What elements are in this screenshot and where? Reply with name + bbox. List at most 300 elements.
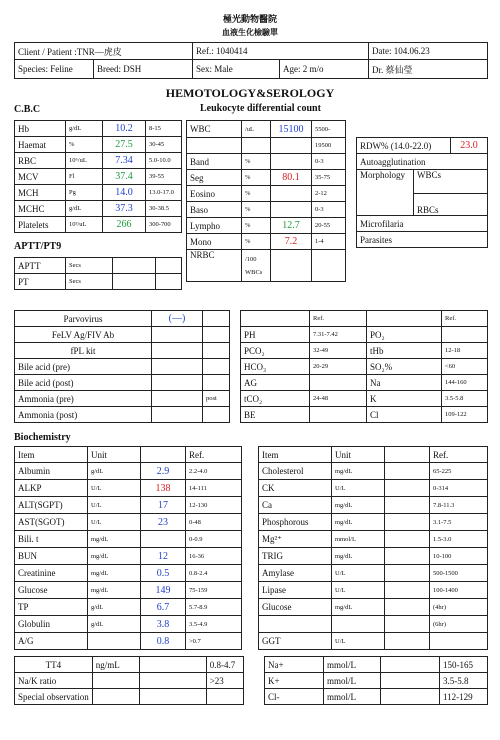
section-title: HEMOTOLOGY&SEROLOGY — [165, 86, 335, 100]
blood-gas-table — [240, 310, 488, 423]
ref-cell: Ref.: 1040414 — [193, 43, 369, 60]
table-row — [265, 673, 488, 689]
date-cell: Date: 104.06.23 — [369, 43, 488, 60]
bio-value — [385, 497, 430, 514]
bio-unit: mg/dL — [332, 497, 385, 514]
bio-value — [385, 565, 430, 582]
bio-ref: 65-225 — [430, 463, 488, 480]
gas-ref: 3.5-5.8 — [442, 391, 488, 407]
bio-unit: g/dL — [88, 616, 141, 633]
gas-ref: 12-18 — [442, 343, 488, 359]
table-row — [241, 343, 488, 359]
sero-item: Bile acid (pre) — [15, 359, 152, 375]
table-row — [187, 202, 346, 218]
bio-value — [385, 599, 430, 616]
blank — [381, 689, 440, 705]
gas-ref-head: Ref. — [310, 311, 367, 327]
tt4-ref — [206, 689, 243, 705]
bio-value: 138 — [141, 480, 186, 497]
rdw-label: RDW% (14.0-22.0) — [357, 138, 451, 154]
table-row — [187, 170, 346, 186]
bio-value: 3.8 — [141, 616, 186, 633]
table-row — [259, 548, 488, 565]
aptt-unit: Secs — [66, 274, 113, 290]
client-cell: Client / Patient :TNR—虎皮 — [15, 43, 193, 60]
cbc-value: 37.3 — [103, 201, 146, 217]
cbc-item: Platelets — [15, 217, 66, 233]
bio-item: TP — [15, 599, 88, 616]
blank — [156, 258, 182, 274]
table-row — [241, 407, 488, 423]
tt4-item: Na/K ratio — [15, 673, 93, 689]
gas-item: PH — [241, 327, 310, 343]
bio-header: Unit — [88, 447, 141, 463]
table-row — [265, 689, 488, 705]
blank — [139, 673, 206, 689]
morphology-label: Morphology — [357, 170, 414, 216]
gas-ref: 7.31-7.42 — [310, 327, 367, 343]
wbc-ref: 0-3 — [312, 202, 346, 218]
bio-ref: 2.2-4.0 — [186, 463, 242, 480]
bio-item: GGT — [259, 633, 332, 650]
electrolyte-table — [264, 656, 488, 705]
table-row — [15, 407, 230, 423]
table-row — [259, 616, 488, 633]
bio-value — [141, 531, 186, 548]
nrbc-label: NRBC — [187, 250, 242, 282]
sero-result — [152, 391, 203, 407]
table-row — [15, 599, 242, 616]
table-row — [241, 375, 488, 391]
bio-unit: U/L — [88, 514, 141, 531]
sex-cell: Sex: Male — [193, 60, 280, 79]
table-row — [15, 343, 230, 359]
bio-unit: U/L — [332, 565, 385, 582]
tt4-ref: >23 — [206, 673, 243, 689]
bio-ref: (4hr) — [430, 599, 488, 616]
parasites-label: Parasites — [357, 232, 488, 248]
wbc-value — [271, 186, 312, 202]
elec-item: Cl- — [265, 689, 324, 705]
cbc-item: Hb — [15, 121, 66, 137]
autoagglutination-label: Autoagglutination — [357, 154, 488, 170]
bio-ref: 500-1500 — [430, 565, 488, 582]
table-row — [15, 137, 182, 153]
sero-note: post — [203, 391, 230, 407]
tt4-item: TT4 — [15, 657, 93, 673]
cbc-ref: 30-45 — [146, 137, 182, 153]
gas-item: SO₂% — [367, 359, 442, 375]
age-cell: Age: 2 m/o — [280, 60, 369, 79]
hospital-name: 極光動物醫院 — [222, 15, 277, 25]
table-row — [15, 582, 242, 599]
wbc-item: Eosino — [187, 186, 242, 202]
table-row — [259, 447, 488, 463]
table-row — [259, 514, 488, 531]
table-row — [15, 311, 230, 327]
bio-item: BUN — [15, 548, 88, 565]
bio-item: Glucose — [259, 599, 332, 616]
wbc-unit: % — [242, 234, 271, 250]
aptt-unit: Secs — [66, 258, 113, 274]
gas-ref-head: Ref. — [442, 311, 488, 327]
bio-unit: mg/dL — [332, 599, 385, 616]
wbc-ref: 0-3 — [312, 154, 346, 170]
serology-table — [14, 310, 230, 423]
bio-ref: 5.7-8.9 — [186, 599, 242, 616]
blank — [113, 274, 156, 290]
elec-item: K+ — [265, 673, 324, 689]
gas-ref — [442, 327, 488, 343]
bio-unit — [88, 633, 141, 650]
wbc-ref: 2-12 — [312, 186, 346, 202]
blank — [156, 274, 182, 290]
wbc-unit: /uL — [242, 121, 271, 138]
table-row — [15, 616, 242, 633]
elec-ref: 112-129 — [440, 689, 488, 705]
bio-item: Glucose — [15, 582, 88, 599]
table-row — [15, 359, 230, 375]
tt4-ref: 0.8-4.7 — [206, 657, 243, 673]
sero-result — [152, 359, 203, 375]
gas-item: PCO₂ — [241, 343, 310, 359]
bio-value: 0.5 — [141, 565, 186, 582]
cbc-unit: g/dL — [66, 121, 103, 137]
bio-value — [385, 480, 430, 497]
wbc-unit: % — [242, 170, 271, 186]
cbc-table — [14, 120, 182, 233]
cbc-value: 10.2 — [103, 121, 146, 137]
patient-info-table — [14, 42, 488, 79]
bio-header: Ref. — [186, 447, 242, 463]
bio-unit: U/L — [332, 582, 385, 599]
sero-result — [152, 407, 203, 423]
table-row — [241, 359, 488, 375]
bio-ref: 100-1400 — [430, 582, 488, 599]
rdw-table — [356, 137, 488, 248]
table-row — [15, 375, 230, 391]
sero-note — [203, 375, 230, 391]
gas-ref: <60 — [442, 359, 488, 375]
bio-unit: mg/dL — [88, 565, 141, 582]
table-row — [15, 327, 230, 343]
gas-ref — [310, 407, 367, 423]
wbc-ref: 1-4 — [312, 234, 346, 250]
table-row — [15, 169, 182, 185]
cbc-item: MCH — [15, 185, 66, 201]
sero-item: fPL kit — [15, 343, 152, 359]
table-row — [259, 582, 488, 599]
aptt-table — [14, 257, 182, 290]
wbc-unit: % — [242, 218, 271, 234]
bio-unit: U/L — [332, 633, 385, 650]
blank — [381, 673, 440, 689]
cbc-title: C.B.C — [14, 104, 41, 115]
bio-item: Albumin — [15, 463, 88, 480]
bio-value: 23 — [141, 514, 186, 531]
bio-unit: g/dL — [88, 599, 141, 616]
wbc-item: Mono — [187, 234, 242, 250]
species-cell: Species: Feline — [15, 60, 94, 79]
bio-value — [385, 633, 430, 650]
sero-item: Parvovirus — [15, 311, 152, 327]
cbc-ref: 300-700 — [146, 217, 182, 233]
cbc-item: MCV — [15, 169, 66, 185]
sero-item: Bile acid (post) — [15, 375, 152, 391]
bio-item: Amylase — [259, 565, 332, 582]
table-row — [259, 599, 488, 616]
bio-ref: 75-159 — [186, 582, 242, 599]
bio-header: Ref. — [430, 447, 488, 463]
bio-unit: mmol/L — [332, 531, 385, 548]
wbc-value: 15100 — [271, 121, 312, 138]
gas-ref: 32-49 — [310, 343, 367, 359]
wbc-item: Seg — [187, 170, 242, 186]
blank — [271, 138, 312, 154]
tt4-item: Special observation — [15, 689, 93, 705]
bio-unit: U/L — [88, 497, 141, 514]
bio-unit: mg/dL — [88, 548, 141, 565]
bio-item: AST(SGOT) — [15, 514, 88, 531]
morph-rbcs: RBCs — [414, 194, 488, 216]
bio-header: Item — [15, 447, 88, 463]
sero-note — [203, 359, 230, 375]
table-row — [15, 274, 182, 290]
wbc-value — [271, 202, 312, 218]
table-row — [259, 480, 488, 497]
elec-unit: mmol/L — [324, 689, 381, 705]
bio-unit: U/L — [332, 480, 385, 497]
biochemistry-title: Biochemistry — [14, 432, 71, 443]
cbc-unit: g/dL — [66, 201, 103, 217]
bio-ref: 0-314 — [430, 480, 488, 497]
wbc-value: 80.1 — [271, 170, 312, 186]
bio-value — [385, 531, 430, 548]
wbc-ref: 20-55 — [312, 218, 346, 234]
table-row — [259, 633, 488, 650]
form-title: 血液生化檢驗單 — [222, 28, 278, 37]
bio-unit: U/L — [88, 480, 141, 497]
bio-item: CK — [259, 480, 332, 497]
table-row — [241, 391, 488, 407]
wbc-value: 7.2 — [271, 234, 312, 250]
sero-result: (—) — [152, 311, 203, 327]
table-row — [15, 673, 244, 689]
nrbc-unit — [242, 250, 271, 282]
bio-value: 6.7 — [141, 599, 186, 616]
cbc-unit: % — [66, 137, 103, 153]
gas-item: HCO₃ — [241, 359, 310, 375]
wbc-ref: 19500 — [312, 138, 346, 154]
sero-result — [152, 327, 203, 343]
wbc-label: WBC — [187, 121, 242, 138]
bio-value: 2.9 — [141, 463, 186, 480]
wbc-ref: 35-75 — [312, 170, 346, 186]
table-row — [241, 311, 488, 327]
cbc-value: 27.5 — [103, 137, 146, 153]
table-row — [187, 218, 346, 234]
bio-ref: 3.5-4.9 — [186, 616, 242, 633]
bio-ref: 7.8-11.3 — [430, 497, 488, 514]
cbc-item: RBC — [15, 153, 66, 169]
table-row — [259, 463, 488, 480]
table-row — [15, 657, 244, 673]
bio-ref — [430, 633, 488, 650]
bio-header — [385, 447, 430, 463]
gas-item: tHb — [367, 343, 442, 359]
bio-value — [385, 463, 430, 480]
bio-item: Lipase — [259, 582, 332, 599]
bio-value — [385, 582, 430, 599]
wbc-unit: % — [242, 186, 271, 202]
table-row — [15, 633, 242, 650]
blank — [242, 138, 271, 154]
bio-unit: g/dL — [88, 463, 141, 480]
bio-header: Unit — [332, 447, 385, 463]
blank — [113, 258, 156, 274]
gas-ref: 24-48 — [310, 391, 367, 407]
sero-note — [203, 327, 230, 343]
bio-ref: 0-0.9 — [186, 531, 242, 548]
cbc-value: 14.0 — [103, 185, 146, 201]
table-row — [15, 565, 242, 582]
bio-value: 12 — [141, 548, 186, 565]
table-row — [15, 480, 242, 497]
sero-item: Ammonia (post) — [15, 407, 152, 423]
cbc-unit: Fl — [66, 169, 103, 185]
bio-item: Bili. t — [15, 531, 88, 548]
bio-ref: >0.7 — [186, 633, 242, 650]
cbc-item: MCHC — [15, 201, 66, 217]
table-row — [187, 138, 346, 154]
wbc-ref: 5500- — [312, 121, 346, 138]
bio-item: A/G — [15, 633, 88, 650]
table-row — [265, 657, 488, 673]
tt4-unit — [92, 673, 139, 689]
sero-result — [152, 375, 203, 391]
cbc-ref: 8-15 — [146, 121, 182, 137]
bio-value: 149 — [141, 582, 186, 599]
sero-note — [203, 407, 230, 423]
wbc-table — [186, 120, 346, 282]
table-row — [187, 121, 346, 138]
bio-ref: 10-100 — [430, 548, 488, 565]
bio-item: Ca — [259, 497, 332, 514]
bio-item: TRIG — [259, 548, 332, 565]
blank — [367, 311, 442, 327]
gas-item: AG — [241, 375, 310, 391]
wbc-title: Leukocyte differential count — [200, 103, 321, 114]
bio-unit: mg/dL — [332, 548, 385, 565]
breed-cell: Breed: DSH — [94, 60, 193, 79]
table-row — [15, 447, 242, 463]
wbc-item: Baso — [187, 202, 242, 218]
elec-unit: mmol/L — [324, 657, 381, 673]
blank — [139, 689, 206, 705]
elec-item: Na+ — [265, 657, 324, 673]
blank — [381, 657, 440, 673]
sero-item: FeLV Ag/FIV Ab — [15, 327, 152, 343]
bio-unit — [332, 616, 385, 633]
bio-value: 0.8 — [141, 633, 186, 650]
wbc-unit: % — [242, 154, 271, 170]
biochem-left-table — [14, 446, 242, 650]
table-row — [15, 121, 182, 137]
rdw-value: 23.0 — [451, 138, 488, 154]
bio-item: ALKP — [15, 480, 88, 497]
tt4-unit — [92, 689, 139, 705]
table-row — [15, 217, 182, 233]
table-row — [15, 514, 242, 531]
bio-ref: 1.5-3.0 — [430, 531, 488, 548]
cbc-unit: 10³/uL — [66, 217, 103, 233]
nrbc-unit-2: WBCs — [245, 268, 263, 276]
sero-note — [203, 311, 230, 327]
table-row — [187, 250, 346, 282]
table-row — [259, 565, 488, 582]
gas-ref: 144-160 — [442, 375, 488, 391]
wbc-value: 12.7 — [271, 218, 312, 234]
bio-ref: 12-130 — [186, 497, 242, 514]
gas-item: Na — [367, 375, 442, 391]
bio-item: ALT(SGPT) — [15, 497, 88, 514]
bio-value: 17 — [141, 497, 186, 514]
gas-item: PO₂ — [367, 327, 442, 343]
aptt-item: APTT — [15, 258, 66, 274]
table-row — [187, 186, 346, 202]
gas-item: K — [367, 391, 442, 407]
elec-ref: 150-165 — [440, 657, 488, 673]
bio-unit: mg/dL — [332, 514, 385, 531]
sero-item: Ammonia (pre) — [15, 391, 152, 407]
bio-ref: 14-111 — [186, 480, 242, 497]
gas-ref: 109-122 — [442, 407, 488, 423]
sero-result — [152, 343, 203, 359]
cbc-value: 7.34 — [103, 153, 146, 169]
bio-unit: mg/dL — [332, 463, 385, 480]
nrbc-unit-1: /100 — [245, 255, 257, 263]
gas-item: tCO₂ — [241, 391, 310, 407]
bio-header — [141, 447, 186, 463]
aptt-item: PT — [15, 274, 66, 290]
bio-unit: mg/dL — [88, 531, 141, 548]
sero-note — [203, 343, 230, 359]
cbc-unit: Pg — [66, 185, 103, 201]
wbc-item: Lympho — [187, 218, 242, 234]
bio-item: Creatinine — [15, 565, 88, 582]
gas-item: BE — [241, 407, 310, 423]
cbc-value: 266 — [103, 217, 146, 233]
bio-ref: 16-36 — [186, 548, 242, 565]
table-row — [15, 185, 182, 201]
morph-wbcs: WBCs — [414, 170, 488, 194]
table-row — [15, 153, 182, 169]
wbc-value — [271, 154, 312, 170]
blank — [241, 311, 310, 327]
bio-ref: 0-48 — [186, 514, 242, 531]
wbc-unit: % — [242, 202, 271, 218]
table-row — [187, 234, 346, 250]
cbc-ref: 5.0-10.0 — [146, 153, 182, 169]
table-row — [15, 463, 242, 480]
tt4-unit: ng/mL — [92, 657, 139, 673]
table-row — [241, 327, 488, 343]
table-row — [259, 531, 488, 548]
cbc-ref: 13.0-17.0 — [146, 185, 182, 201]
blank — [271, 250, 312, 282]
bio-value — [385, 616, 430, 633]
table-row — [15, 258, 182, 274]
